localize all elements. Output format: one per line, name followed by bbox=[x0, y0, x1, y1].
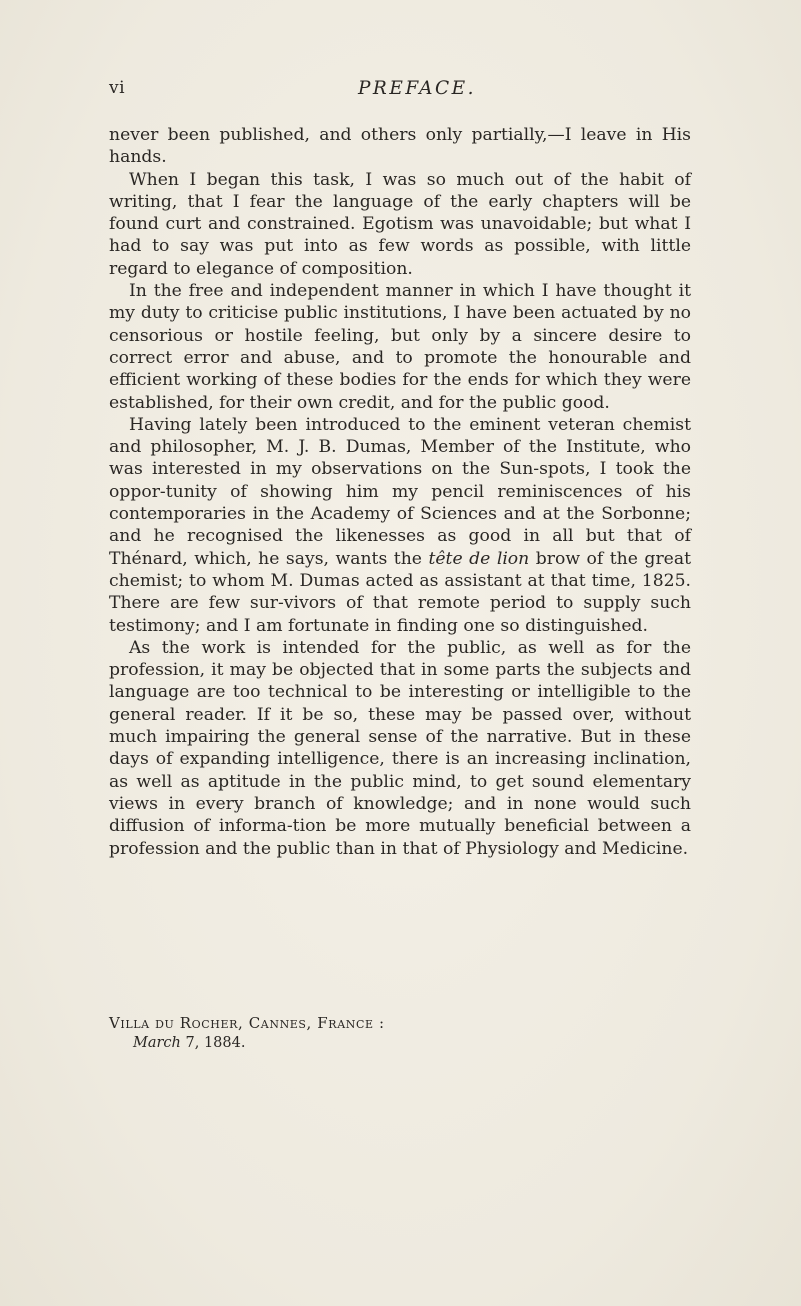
signoff-month: March bbox=[133, 1035, 181, 1051]
paragraph-dumas bbox=[109, 414, 691, 637]
paragraph-continued: never been published, and others only partially,—I leave in His hands. bbox=[109, 125, 691, 168]
page-header bbox=[109, 78, 689, 104]
dumas-text-end: brow of the great chemist; to whom M. Dumas acted as assistant at that time, 1825. There are few sur-vivors of that remote period to supply such testimony; and I am fortunate in finding one so distinguished. bbox=[109, 548, 691, 636]
signoff-date bbox=[109, 1033, 609, 1053]
italic-phrase: tête de lion bbox=[428, 548, 530, 569]
paragraph-public: As the work is intended for the public, as well as for the profession, it may be objected that in some parts the subjects and language are too technical to be interesting or intelligible to the general reader. If it be so, these may be passed over, without much impairing the general sense of the narrative. But in these days of expanding intelligence, there is an increasing inclination, as well as aptitude in the public mind, to get sound elementary views in every branch of knowledge; and in none would such diffusion of informa-tion be more mutually beneficial between a profession and the public than in that of Physiology and Medicine. bbox=[109, 637, 691, 859]
signoff-place: Villa du Rocher, Cannes, France : bbox=[109, 1014, 385, 1032]
signoff bbox=[109, 1013, 609, 1053]
signoff-day-year: 7, 1884. bbox=[180, 1035, 246, 1051]
page-number: vi bbox=[109, 78, 126, 98]
paragraph-task: When I began this task, I was so much out of the habit of writing, that I fear the language of the early chapters will be found curt and constrained. Egotism was unavoidable; but what I had to say was put into as few words as possible, with little regard to elegance of composition. bbox=[109, 169, 691, 279]
preface-text bbox=[109, 124, 691, 860]
running-head: PREFACE. bbox=[357, 78, 476, 99]
paragraph-institutions: In the free and independent manner in which I have thought it my duty to criticise public institutions, I have been actuated by no censorious or hostile feeling, but only by a sincere desire to correct error and abuse, and to promote the honourable and efficient working of these bodies for the ends for which they were established, for their own credit, and for the public good. bbox=[109, 281, 691, 413]
dumas-text-start: Having lately been introduced to the eminent veteran chemist and philosopher, M. J. B. Dumas, Member of the Institute, who was interested in my observations on the Sun-spots, I took the oppor-tunity of showing him my pencil reminiscences of his contemporaries in the Academy of Sciences and at the Sorbonne; and he recognised the likenesses as good in all but that of Thénard, which, he says, wants the bbox=[109, 414, 691, 569]
